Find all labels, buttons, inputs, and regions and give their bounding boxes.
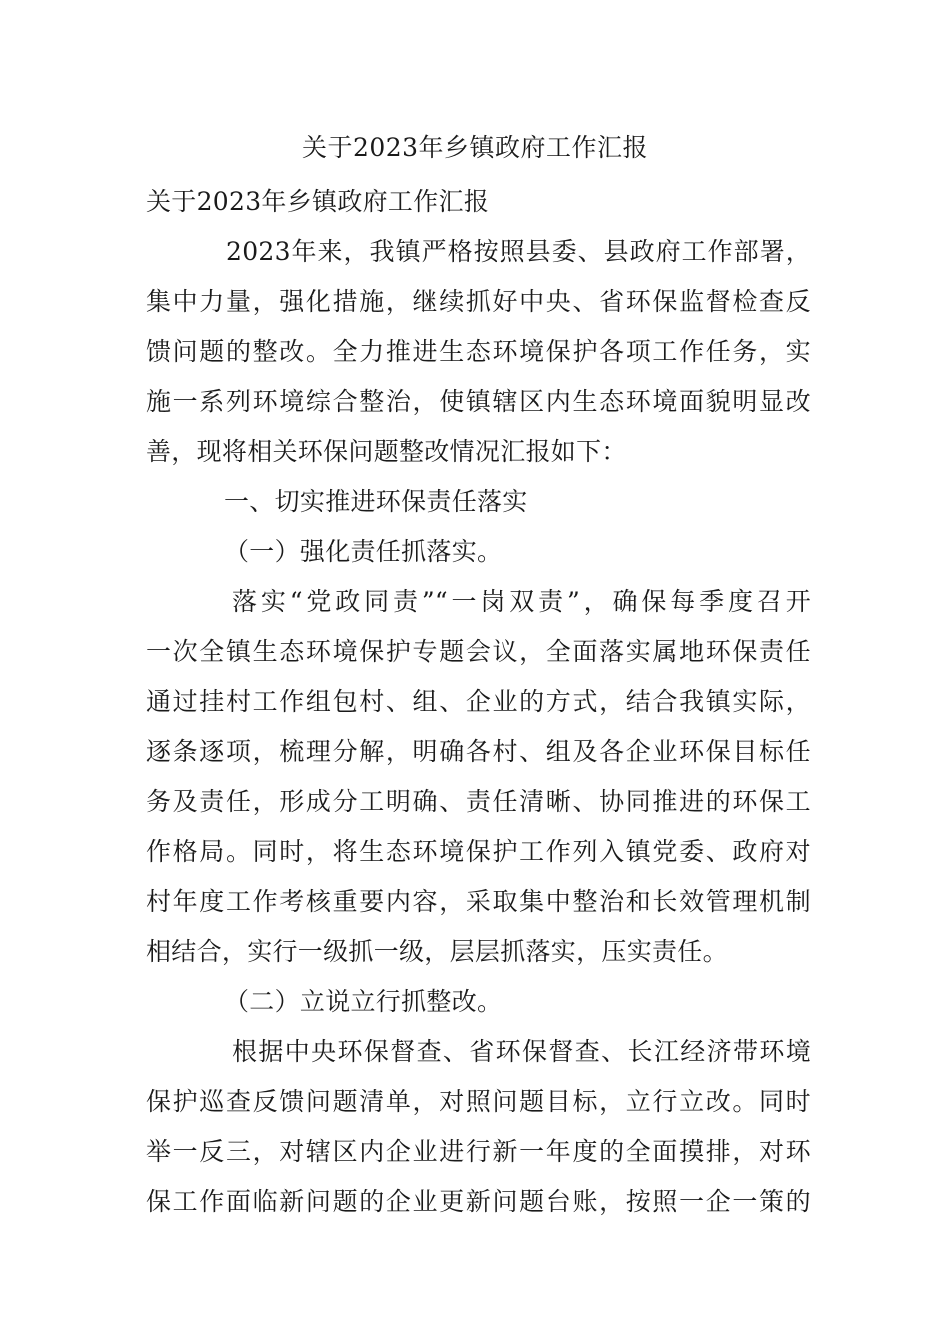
paragraph-line: 施一系列环境综合整治，使镇辖区内生态环境面貌明显改 [146,387,811,416]
subsection-heading: （二）立说立行抓整改。 [224,987,503,1016]
paragraph-line: 集中力量，强化措施，继续抓好中央、省环保监督检查反 [146,287,811,316]
subsection-heading: （一）强化责任抓落实。 [224,537,503,566]
paragraph-line: 务及责任，形成分工明确、责任清晰、协同推进的环保工 [146,787,811,816]
paragraph-line: 举一反三，对辖区内企业进行新一年度的全面摸排，对环 [146,1137,811,1166]
section-heading: 一、切实推进环保责任落实 [224,487,528,516]
paragraph-line: 相结合，实行一级抓一级，层层抓落实，压实责任。 [146,937,728,966]
paragraph-line: 作格局。同时，将生态环境保护工作列入镇党委、政府对 [146,837,811,866]
paragraph-line: 馈问题的整改。全力推进生态环境保护各项工作任务，实 [146,337,811,366]
document-subtitle: 关于2023年乡镇政府工作汇报 [146,187,490,216]
paragraph-line: 通过挂村工作组包村、组、企业的方式，结合我镇实际， [146,687,811,716]
paragraph-line: 2023年来，我镇严格按照县委、县政府工作部署， [226,237,811,266]
paragraph-line: 根据中央环保督查、省环保督查、长江经济带环境 [232,1037,811,1066]
document-body [146,182,811,1232]
paragraph-line: 一次全镇生态环境保护专题会议，全面落实属地环保责任 [146,637,811,666]
paragraph-line: 落实“党政同责”“一岗双责”，确保每季度召开 [232,587,811,616]
paragraph-line: 逐条逐项，梳理分解，明确各村、组及各企业环保目标任 [146,737,811,766]
paragraph-line: 保护巡查反馈问题清单，对照问题目标，立行立改。同时 [146,1087,811,1116]
paragraph-line: 保工作面临新问题的企业更新问题台账，按照一企一策的 [146,1187,811,1216]
paragraph-line: 善，现将相关环保问题整改情况汇报如下： [146,437,627,466]
document-title: 关于2023年乡镇政府工作汇报 [301,133,649,162]
paragraph-line: 村年度工作考核重要内容，采取集中整治和长效管理机制 [146,887,811,916]
